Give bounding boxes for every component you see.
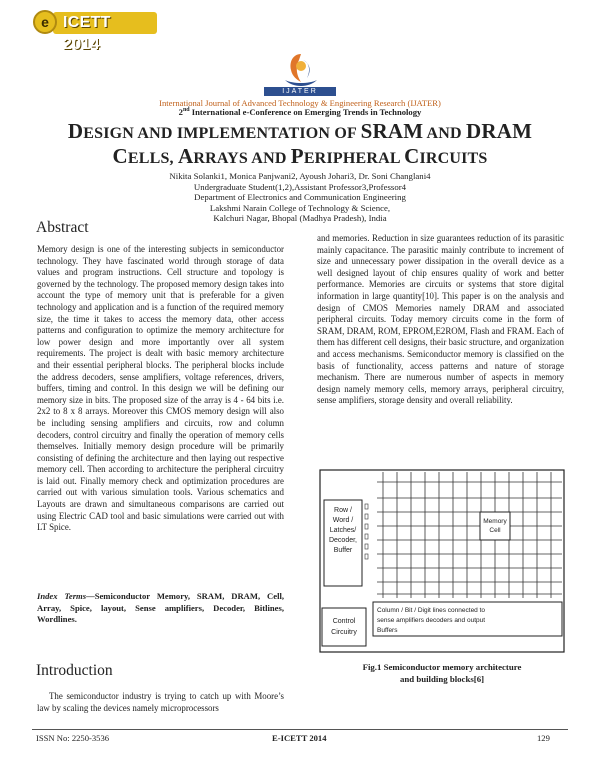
abstract-text: Memory design is one of the interesting subjects in semiconductor technology. They have fascinated world through storage of data values and program instructions. Cell structure and topology is governed by the technology. The proposed memory design takes into account the type of memory unit that is preferable for a given technology and application and is a function of the required memory size, the time it takes to access the memory data, other access patterns and configuration to optimize the memory architecture for low power design and more importantly over all system requirements. The project is dealt with basic memory architecture and their essential peripheral blocks. The peripheral blocks include the address decoders, sense amplifiers, voltage references, drivers, buffers, timing and control. In this design we will be defining our memory size in bits. The proposed size of the array is 4 - 64 bits i.e. 2x2 to 8 x 8 arrays. Moreover this CMOS memory design will also be including sensing amplifiers and circuits, row and column decoders, control circuitry and finally the operation of memory cells themselves. Initially memory design procedure will be primarily consisting of defining the architecture and then laying out respective memory cell. Then according to architecture the peripheral circuitry is laid out. Finally memory check and optimization procedures are carried out with various simulation tools. Various schematics and Layouts are drawn and simultaneous comparisons are carried out using Electric CAD tool and basic simulations were carried out with LT Spice. [37, 244, 284, 533]
author-names: Nikita Solanki1, Monica Panjwani2, Ayoush Johari3, Dr. Soni Changlani4 [169, 171, 431, 181]
index-terms-label: Index Terms [37, 591, 87, 601]
author-roles: Undergraduate Student(1,2),Assistant Professor3,Professor4 [193, 181, 407, 192]
conference-ordinal-suffix: nd [182, 107, 190, 114]
title-cap: D [67, 119, 84, 143]
introduction-text: The semiconductor industry is trying to catch up with Moore’s law by scaling the devices namely microprocessors [37, 691, 284, 713]
control-label: Circuitry [331, 629, 357, 636]
footer-page-number: 129 [537, 733, 550, 743]
footer-conference: E-ICETT 2014 [272, 733, 327, 743]
memory-array-grid [377, 472, 562, 598]
column-block-label: Column / Bit / Digit lines connected to [377, 607, 486, 614]
control-circuitry-block [322, 608, 366, 646]
conference-logo [33, 10, 157, 53]
author-college: Lakshmi Narain College of Technology & Science, [209, 202, 391, 213]
journal-name: International Journal of Advanced Technology & Engineering Research (IJATER) [159, 98, 441, 108]
author-block [0, 171, 600, 224]
memory-cell-block [480, 512, 510, 540]
paper-title-line-1 [0, 119, 600, 144]
index-terms-text: —Semiconductor Memory, SRAM, DRAM, Cell, Array, Spice, layout, Sense amplifiers, Decoder, Bitlines, Wordlines. [37, 591, 284, 625]
right-column-text: and memories. Reduction in size guarantees reduction of its parasitic mainly capacitance. The parasitic mainly contribute to increment of size and unnecessary power dissipation in the overall device as a well designed layout of chip ensures quality of work and better performance. Memories are circuits or systems that store digital information in large quantity[10]. This paper is on the analysis and design of CMOS Memories namely DRAM and associated peripheral circuits. Today memory circuits come in the form of SRAM, DRAM, ROM, EPROM,E2ROM, Flash and FRAM. Each of them has different cell designs, their basic structure, and organization and access mechanisms. Semiconductor memory is classified on the basis of functionality, access patterns and nature of storage mechanism. There are numerous number of aspects in memory design namely memory cells, memory arrays, peripheral circuitry, sense amplifiers, storage density and overall reliability. [317, 233, 564, 406]
title-rest: ESIGN AND IMPLEMENTATION OF [83, 125, 361, 142]
control-label: Control [332, 618, 356, 625]
emblem-label: IJATER [264, 87, 336, 96]
title-rest: AND [423, 125, 466, 142]
title-cap: C [404, 144, 420, 168]
author-department: Department of Electronics and Communication Engineering [194, 192, 406, 203]
title-rest: IRCUITS [419, 150, 488, 167]
conference-name [0, 107, 600, 117]
footer-issn: ISSN No: 2250-3536 [36, 733, 110, 743]
row-block-label: Buffer [333, 547, 353, 554]
row-block-label: Word / [332, 517, 354, 524]
title-rest: ELLS, [127, 150, 178, 167]
title-cap: DRAM [466, 119, 533, 143]
figure-caption [317, 661, 567, 685]
conference-ordinal: 2 [178, 107, 183, 117]
logo-letter: e [33, 10, 57, 34]
author-address: Kalchuri Nagar, Bhopal (Madhya Pradesh), India [213, 213, 387, 224]
abstract-body [37, 244, 284, 534]
abstract-heading: Abstract [36, 219, 89, 236]
index-terms [37, 591, 284, 626]
column-block-label: Buffers [377, 627, 398, 634]
memory-cell-label: Cell [489, 527, 501, 534]
footer-divider [32, 729, 568, 730]
paper-title-line-2 [0, 144, 600, 169]
row-block-label: Decoder, [328, 537, 358, 544]
conference-title: International e-Conference on Emerging Trends in Technology [189, 107, 422, 117]
logo-text: ICETT 2014 [53, 12, 157, 34]
title-rest: RRAYS AND [193, 150, 291, 167]
title-cap: P [290, 144, 304, 168]
figure-caption-line-1: Fig.1 Semiconductor memory architecture [362, 662, 522, 672]
memory-architecture-diagram [317, 468, 567, 656]
title-cap: A [177, 144, 194, 168]
title-cap: C [112, 144, 128, 168]
column-block-label: sense amplifiers decoders and output [377, 617, 486, 624]
introduction-heading: Introduction [36, 662, 113, 679]
right-column-body [317, 233, 564, 407]
title-cap: SRAM [360, 119, 424, 143]
introduction-body [37, 691, 284, 714]
cell-markers [365, 504, 368, 559]
row-block-label: Latches/ [329, 527, 357, 534]
memory-cell-label: Memory [483, 518, 507, 525]
title-rest: ERIPHERAL [303, 150, 405, 167]
figure-caption-line-2: and building blocks[6] [399, 674, 485, 684]
row-block-label: Row / [334, 507, 352, 514]
